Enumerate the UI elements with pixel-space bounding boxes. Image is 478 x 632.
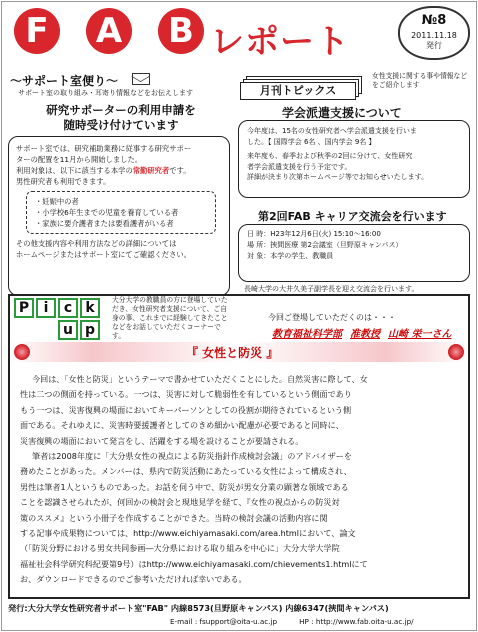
article-line: （「防災分野における男女共同参画―大分県における取り組みを中心に」大分大学大学院 <box>20 543 340 554</box>
footer-email[interactable]: E-mail : fsupport@oita-u.ac.jp <box>170 617 278 626</box>
masthead-report-word: レポート <box>210 22 350 62</box>
dispatch-text: 今年度は、15名の女性研究者へ学会派遣支援を行いま <box>247 127 417 135</box>
article-link[interactable]: http://www.eichiyamasaki.com/area.html <box>133 528 300 539</box>
event-datetime: 日 時：H23年12月6日(火) 15:10～16:00 <box>247 230 381 238</box>
dispatch-box <box>238 120 470 198</box>
footer-homepage[interactable]: HP : http://www.fab.oita-u.ac.jp/ <box>299 617 414 626</box>
support-text: サポート室では、研究補助業務に従事する研究サポー <box>16 144 192 153</box>
masthead-letter-f: F <box>14 8 60 54</box>
monthly-topics-tab: 月刊トピックス <box>240 82 356 100</box>
apply-headline <box>30 103 212 133</box>
article-line: 筆者は2008年度に「大分県女性の視点による防災指針作成検討会議」のアドバイザーを <box>32 451 352 462</box>
author-department: 教育福祉科学部 <box>272 329 342 340</box>
pickup-letter: u <box>58 320 78 340</box>
pickup-letter: k <box>80 298 100 318</box>
support-text: ターの配置を11月から開始しました。 <box>16 155 143 164</box>
pickup-letter: p <box>80 320 100 340</box>
dispatch-text: 者学会派遣支援を行う予定です。 <box>247 162 352 171</box>
author-name: 山崎 栄一さん <box>388 329 452 340</box>
article-line <box>20 526 462 541</box>
article-text: する記事や成果物については、 <box>20 528 134 539</box>
highlight-full-time: 常勤研究者 <box>132 166 170 175</box>
list-item: ・妊娠中の者 <box>35 197 79 206</box>
article-theme-title: 『 女性と防災 』 <box>186 346 279 360</box>
pickup-author <box>272 325 459 340</box>
article-text: 福祉社会科学研究科紀要第9号）は <box>20 558 147 569</box>
article-body <box>20 372 462 588</box>
dispatch-text: 詳細が決まり次第ホームページ等でお知らせいたします。 <box>247 173 429 181</box>
rose-icon <box>14 344 30 360</box>
issue-number: №8 <box>421 13 447 28</box>
monthly-topics-note: 女性支援に関する事や情報などをご紹介します <box>372 72 468 89</box>
pickup-letter: P <box>14 298 34 318</box>
article-line: 策のススメ』という小冊子を作成することができた。当時の検討会議の活動内容に関 <box>20 512 328 523</box>
article-line: ことを認識させられたが、何回かの検討会と現地見学を経て、『女性の視点からの防災対 <box>20 497 340 508</box>
issue-badge <box>398 6 470 60</box>
dispatch-text: 来年度も、春季および秋季の2回に分けて、女性研究 <box>247 152 413 160</box>
support-text: その他支援内容や利用方法などの詳細については <box>16 239 177 248</box>
career-event-note: 長崎大学の大井久美子副学長を迎え交流会を行います。 <box>244 285 419 293</box>
article-text: において、論文 <box>299 528 356 539</box>
apply-headline-line2: 随時受け付けています <box>63 118 179 132</box>
article-line: もう一つは、災害復興の場面においてキーパーソンとしての役割が期待されているという側 <box>20 404 352 415</box>
author-title: 准教授 <box>350 329 380 340</box>
support-text-part: です。 <box>169 166 191 175</box>
pickup-letter: c <box>58 298 78 318</box>
pickup-description: 大分大学の教職員の方に登場していただき、女性研究者支援について、ご自身の事、これまでに経験してきたことなどをお話していただくコーナーです。 <box>112 296 228 340</box>
masthead-letter-b: B <box>158 8 204 54</box>
article-line: 面である。それゆえに、災害時要援護者としてのきめ細かい配慮が必要であると同時に、 <box>20 420 344 431</box>
list-item: ・小学校6年生までの児童を養育している者 <box>35 208 179 217</box>
article-line: 今回は、「女性と防災」というテーマで書かせていただくことにした。自然災害に際して、女 <box>32 374 368 384</box>
support-text-part: 利用対象は、以下に該当する本学の <box>16 166 133 175</box>
footer-publisher: 発行:大分大学女性研究者サポート室"FAB" 内線8573(旦野原キャンパス) 内線6347(挾間キャンパス) <box>8 603 389 613</box>
article-line: 男性は筆者1人というものであった。お話を伺う中で、防災が男女分業の顕著な領域である <box>20 481 349 492</box>
support-text: 男性研究者も利用できます。 <box>16 177 111 186</box>
support-box <box>8 136 230 296</box>
article-line: お、ダウンロードできるのでご参考いただければ幸いである。 <box>20 574 247 585</box>
article-line <box>20 557 462 572</box>
apply-headline-line1: 研究サポーターの利用申請を <box>46 103 196 117</box>
masthead-letter-a: A <box>86 8 132 54</box>
career-event-box <box>238 224 470 282</box>
support-subtitle: サポート室の取り組み・耳寄り情報などをお伝えします <box>18 89 193 97</box>
mail-icon <box>132 73 150 85</box>
support-text: ホームページまたはサポート室にてご確認ください。 <box>16 250 191 259</box>
dispatch-text: した。【 国際学会 6名 、国内学会 9名 】 <box>247 137 376 146</box>
article-line: 務めたことがあった。メンバーは、県内で防災活動にあたっている女性によって構成され、 <box>20 466 352 477</box>
issue-published: 発行 <box>426 41 442 50</box>
support-text <box>16 165 222 176</box>
event-audience: 対 象：本学の学生、教職員 <box>247 252 334 260</box>
article-line: 災害復興の場面において発言をし、活躍をする場を設けることが要請される。 <box>20 435 304 446</box>
rose-icon <box>448 344 464 360</box>
dispatch-title: 学会派遣支援について <box>282 106 402 120</box>
article-text: にて <box>351 558 368 569</box>
footer-contact <box>170 617 436 626</box>
event-location: 場 所：挾間医療 第2会議室（旦野原キャンパス） <box>247 241 403 249</box>
pickup-intro: 今回ご登場していただくのは・・・ <box>268 313 396 322</box>
support-title: ～サポート室便り～ <box>10 74 119 88</box>
career-event-title: 第2回FAB キャリア交流会を行います <box>258 210 447 223</box>
list-item: ・家族に要介護者または要看護者がいる者 <box>35 219 174 228</box>
issue-date: 2011.11.18 <box>411 31 457 40</box>
eligibility-list <box>26 191 216 234</box>
pickup-letter: i <box>36 298 56 318</box>
article-line: 性は二つの側面を持っている。一つは、災害に対して脆弱性を有しているという側面であり <box>20 389 352 400</box>
article-link[interactable]: http://www.eichiyamasaki.com/chievements1.html <box>146 558 352 569</box>
